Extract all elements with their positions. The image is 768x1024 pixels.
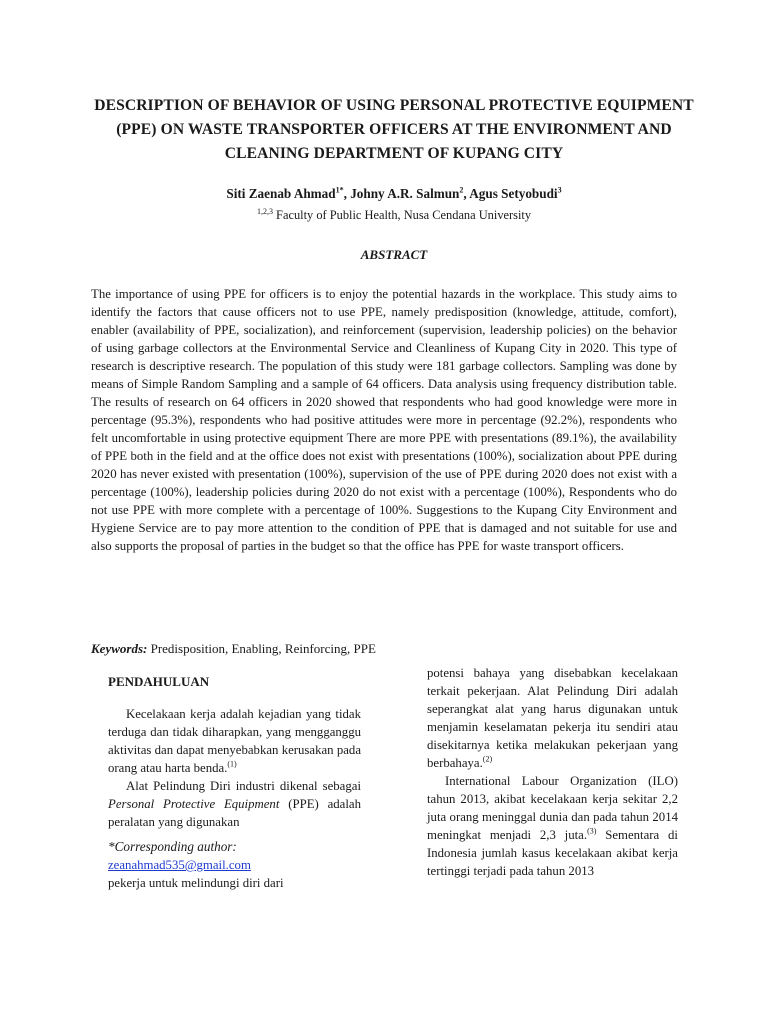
paragraph-text: International Labour Organization (ILO) tahun 2013, akibat kecelakaan kerja sekitar 2,2 juta orang meninggal dunia dan pada tahun 2014 meningkat menjadi 2,3 juta.	[427, 774, 678, 842]
corresponding-author	[108, 838, 361, 874]
paper-title: DESCRIPTION OF BEHAVIOR OF USING PERSONAL PROTECTIVE EQUIPMENT (PPE) ON WASTE TRANSPORTER OFFICERS AT THE ENVIRONMENT AND CLEANING DEPARTMENT OF KUPANG CITY	[94, 97, 694, 162]
paragraph-text: (PPE) adalah peralatan yang digunakan	[108, 797, 361, 829]
citation-ref: (1)	[227, 759, 237, 769]
author-superscript: 2	[459, 185, 464, 195]
author-name: Siti Zaenab Ahmad	[226, 186, 336, 201]
paragraph-text: Kecelakaan kerja adalah kejadian yang tidak terduga dan tidak diharapkan, yang mengganggu aktivitas dan dapat menyebabkan kerusakan pada orang atau harta benda.	[108, 707, 361, 775]
intro-paragraph-3: pekerja untuk melindungi diri dari	[108, 876, 284, 890]
abstract-body: The importance of using PPE for officers is to enjoy the potential hazards in the workplace. This study aims to identify the factors that cause officers not to use PPE, namely predisposition (knowledge, attitude, comfort), enabler (availability of PPE, socialization), and reinforcement (supervision, leadership policies) on the behavior of using garbage collectors at the Environmental Service and Cleanliness of Kupang City in 2020. This type of research is descriptive research. The population of this study were 181 garbage collectors. Sampling was done by means of Simple Random Sampling and a sample of 64 officers. Data analysis using frequency distribution table. The results of research on 64 officers in 2020 showed that respondents who had good knowledge were more in percentage (95.3%), respondents who had positive attitudes were more in percentage (92.2%), respondents who felt uncomfortable in using protective equipment There are more PPE with presentations (89.1%), the availability of PPE both in the field and at the office does not exist with presentations (100%), socialization about PPE during 2020 has never existed with presentation (100%), supervision of the use of PPE during 2020 does not exist with a percentage (100%), leadership policies during 2020 do not exist with a percentage (100%), Respondents who do not use PPE with more complete with a percentage of 100%. Suggestions to the Kupang City Environment and Hygiene Service are to pay more attention to the condition of PPE that is damaged and not suitable for use and also supports the proposal of parties in the budget so that the office has PPE for waste transport officers.	[91, 287, 677, 553]
author-name: Johny A.R. Salmun	[350, 186, 460, 201]
citation-ref: (2)	[482, 754, 493, 764]
right-column	[427, 664, 678, 880]
intro-paragraph-4	[427, 664, 678, 772]
paragraph-text: Sementara di Indonesia jumlah kasus kecelakaan akibat kerja tertinggi terjadi pada tahun 2013	[427, 828, 678, 878]
author-superscript: 1*	[335, 185, 344, 195]
paragraph-text: potensi bahaya yang disebabkan kecelakaan terkait pekerjaan. Alat Pelindung Diri adalah seperangkat alat yang harus digunakan untuk menjamin keselamatan pekerja itu sendiri atau disekitarnya ketika melakukan pekerjaan yang berbahaya.	[427, 666, 678, 770]
section-heading: PENDAHULUAN	[108, 674, 210, 689]
abstract-heading: ABSTRACT	[360, 247, 428, 262]
author-list	[92, 185, 696, 203]
paragraph-text: Alat Pelindung Diri industri dikenal sebagai	[126, 779, 361, 793]
affiliation-text: Faculty of Public Health, Nusa Cendana University	[272, 208, 532, 222]
author-separator: ,	[463, 186, 470, 201]
corresponding-author-label: *Corresponding author:	[108, 839, 237, 854]
italic-term: Personal Protective Equipment	[108, 797, 280, 811]
citation-ref: (3)	[587, 826, 597, 836]
author-separator: ,	[343, 186, 351, 201]
corresponding-email-link[interactable]: zeanahmad535@gmail.com	[108, 858, 251, 872]
author-name: Agus Setyobudi	[469, 186, 558, 201]
left-column	[108, 673, 361, 892]
author-superscript: 3	[557, 185, 562, 195]
keywords-line	[91, 640, 677, 658]
keywords-text: Predisposition, Enabling, Reinforcing, PPE	[147, 641, 376, 656]
affiliation	[92, 207, 696, 223]
keywords-label: Keywords:	[91, 641, 148, 656]
intro-paragraph-2	[108, 777, 361, 831]
intro-paragraph-5	[427, 772, 678, 880]
affiliation-superscript: 1,2,3	[256, 206, 273, 216]
intro-paragraph-1	[108, 705, 361, 777]
